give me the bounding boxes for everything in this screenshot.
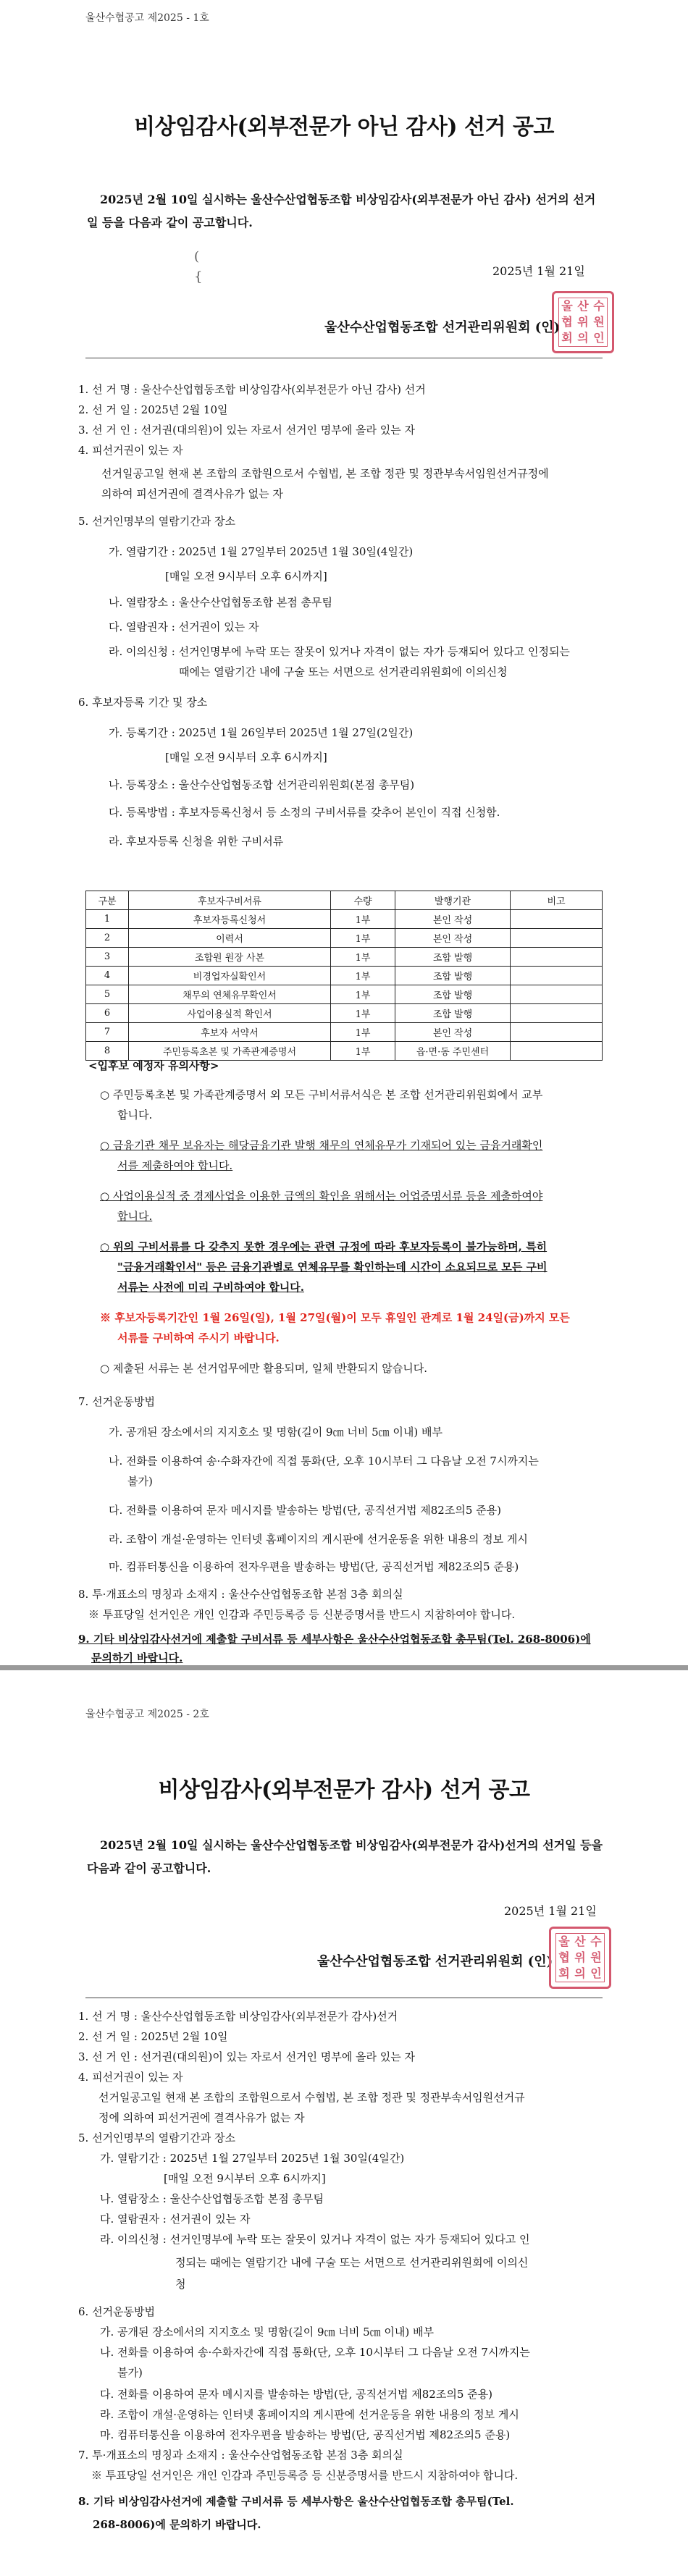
item-voter-list: 5. 선거인명부의 열람기간과 장소 xyxy=(78,515,235,528)
item-text: 다. 열람권자 : 선거권이 있는 자 xyxy=(100,2213,251,2226)
warning-text: ※ 후보자등록기간인 1월 26일(일), 1월 27일(월)이 모두 휴일인 관계로 1월 24일(금)까지 모든 xyxy=(100,1311,570,1324)
intro-text: 2025년 2월 10일 실시하는 울산수산업협동조합 비상임감사(외부전문가 감사)선거의 선거일 등을 다음과 같이 공고합니다. xyxy=(87,1838,603,1875)
item-text: ※ 투표당일 선거인은 개인 인감과 주민등록증 등 신분증명서를 반드시 지참하여야 합니다. xyxy=(88,1608,516,1621)
notice-number: 울산수협공고 제2025 - 2호 xyxy=(85,1709,209,1720)
table-cell: 1부 xyxy=(331,1042,395,1061)
table-cell: 주민등록초본 및 가족관계증명서 xyxy=(129,1042,331,1061)
issuer-org: 울산수산업협동조합 선거관리위원회 (인) xyxy=(324,320,561,335)
table-cell: 읍·면·동 주민센터 xyxy=(395,1042,511,1061)
table-cell: 후보자등록신청서 xyxy=(129,910,331,929)
documents-table xyxy=(85,891,603,1061)
item-text: 정되는 때에는 열람기간 내에 구술 또는 서면으로 선거관리위원회에 이의신 xyxy=(175,2256,529,2269)
table-cell: 1부 xyxy=(331,948,395,967)
table-row xyxy=(86,1004,603,1023)
item-text: 나. 등록장소 : 울산수산업협동조합 선거관리위원회(본점 총무팀) xyxy=(109,778,415,791)
intro-text: 2025년 2월 10일 실시하는 울산수산업협동조합 비상임감사(외부전문가 아닌 감사) 선거의 선거일 등을 다음과 같이 공고합니다. xyxy=(87,193,596,230)
table-row xyxy=(86,1023,603,1042)
warning-text: 서류를 구비하여 주시기 바랍니다. xyxy=(117,1331,280,1344)
note-text: ○ 제출된 서류는 본 선거업무에만 활용되며, 일체 반환되지 않습니다. xyxy=(100,1362,428,1375)
item-text: 선거일공고일 현재 본 조합의 조합원으로서 수협법, 본 조합 정관 및 정관부속서임원선거규정에 xyxy=(101,467,549,480)
table-row xyxy=(86,948,603,967)
notice-date: 2025년 1월 21일 xyxy=(504,1904,597,1918)
margin-mark-icon: { xyxy=(194,269,203,285)
item-campaign: 7. 선거운동방법 xyxy=(78,1395,156,1408)
notes-heading: <입후보 예정자 유의사항> xyxy=(88,1059,219,1072)
table-cell: 조합원 원장 사본 xyxy=(129,948,331,967)
item-polling: 8. 투·개표소의 명칭과 소재지 : 울산수산업협동조합 본점 3층 회의실 xyxy=(78,1588,403,1601)
item-text: 불가) xyxy=(127,1475,153,1488)
table-cell xyxy=(511,985,603,1004)
item-text: 나. 열람장소 : 울산수산업협동조합 본점 총무팀 xyxy=(109,596,332,609)
issuer-org: 울산수산업협동조합 선거관리위원회 (인) xyxy=(317,1954,553,1969)
table-cell: 4 xyxy=(86,967,129,985)
item-text: 나. 전화를 이용하여 송·수화자간에 직접 통화(단, 오후 10시부터 그 다음날 오전 7시까지는 xyxy=(100,2346,530,2359)
table-cell: 본인 작성 xyxy=(395,1023,511,1042)
item-campaign: 6. 선거운동방법 xyxy=(78,2305,156,2318)
table-cell: 1부 xyxy=(331,967,395,985)
table-header: 후보자구비서류 xyxy=(129,891,331,910)
item-text: 마. 컴퓨터통신을 이용하여 전자우편을 발송하는 방법(단, 공직선거법 제82조의5 준용) xyxy=(109,1560,519,1573)
item-text: 정에 의하여 피선거권에 결격사유가 없는 자 xyxy=(98,2111,305,2124)
note-text: ○ 금융기관 채무 보유자는 해당금융기관 발행 채무의 연체유무가 기재되어 있는 금융거래확인 xyxy=(100,1139,543,1152)
item-text: 라. 이의신청 : 선거인명부에 누락 또는 잘못이 있거나 자격이 없는 자가 등재되어 있다고 인 xyxy=(100,2233,530,2246)
item-contact: 8. 기타 비상임감사선거에 제출할 구비서류 등 세부사항은 울산수산업협동조합 총무팀(Tel. xyxy=(78,2495,514,2508)
table-cell: 조합 발행 xyxy=(395,948,511,967)
item-election-date: 2. 선 거 일 : 2025년 2월 10일 xyxy=(78,403,228,416)
item-election-name: 1. 선 거 명 : 울산수산업협동조합 비상임감사(외부전문가 감사)선거 xyxy=(78,2010,398,2023)
item-election-name: 1. 선 거 명 : 울산수산업협동조합 비상임감사(외부전문가 아닌 감사) 선거 xyxy=(78,383,426,396)
table-cell xyxy=(511,1042,603,1061)
note-text: 서류는 사전에 미리 구비하여야 합니다. xyxy=(117,1281,304,1294)
item-text: [매일 오전 9시부터 오후 6시까지] xyxy=(164,2172,326,2185)
item-voter-list: 5. 선거인명부의 열람기간과 장소 xyxy=(78,2131,235,2144)
item-text: 다. 열람권자 : 선거권이 있는 자 xyxy=(109,620,259,634)
item-text: 불가) xyxy=(117,2366,143,2379)
official-seal-icon: 울 산 수 협 위 원 회 의 인 xyxy=(552,291,614,353)
item-text: 268-8006)에 문의하기 바랍니다. xyxy=(93,2518,261,2531)
item-text: 문의하기 바랍니다. xyxy=(91,1651,183,1664)
table-cell: 이력서 xyxy=(129,929,331,948)
item-text: 마. 컴퓨터통신을 이용하여 전자우편을 발송하는 방법(단, 공직선거법 제82조의5 준용) xyxy=(100,2428,511,2441)
item-text: 라. 조합이 개설·운영하는 인터넷 홈페이지의 게시판에 선거운동을 위한 내용의 정보 게시 xyxy=(109,1533,528,1546)
table-cell xyxy=(511,948,603,967)
table-cell: 채무의 연체유무확인서 xyxy=(129,985,331,1004)
item-text: [매일 오전 9시부터 오후 6시까지] xyxy=(165,751,327,764)
item-text: ※ 투표당일 선거인은 개인 인감과 주민등록증 등 신분증명서를 반드시 지참하여야 합니다. xyxy=(91,2469,519,2482)
table-cell: 1부 xyxy=(331,910,395,929)
table-cell: 1부 xyxy=(331,929,395,948)
table-cell: 사업이용실적 확인서 xyxy=(129,1004,331,1023)
table-cell: 1부 xyxy=(331,985,395,1004)
note-text: 합니다. xyxy=(117,1108,153,1121)
table-cell xyxy=(511,910,603,929)
page-title: 비상임감사(외부전문가 아닌 감사) 선거 공고 xyxy=(134,114,554,140)
item-text: 가. 공개된 장소에서의 지지호소 및 명함(길이 9㎝ 너비 5㎝ 이내) 배부 xyxy=(100,2325,435,2339)
item-text: 청 xyxy=(175,2278,186,2291)
table-header: 구분 xyxy=(86,891,129,910)
table-cell xyxy=(511,1004,603,1023)
table-cell: 6 xyxy=(86,1004,129,1023)
table-row xyxy=(86,1042,603,1061)
note-text: ○ 주민등록초본 및 가족관계증명서 외 모든 구비서류서식은 본 조합 선거관리위원회에서 교부 xyxy=(100,1088,543,1101)
page-title: 비상임감사(외부전문가 감사) 선거 공고 xyxy=(158,1777,530,1803)
item-voters: 3. 선 거 인 : 선거권(대의원)이 있는 자로서 선거인 명부에 올라 있는 자 xyxy=(78,424,416,437)
notice-number: 울산수협공고 제2025 - 1호 xyxy=(85,12,209,24)
notice-page-2 xyxy=(0,1670,688,2576)
item-text: [매일 오전 9시부터 오후 6시까지] xyxy=(165,570,327,583)
item-text: 가. 등록기간 : 2025년 1월 26일부터 2025년 1월 27일(2일간) xyxy=(109,726,414,739)
item-eligibility: 4. 피선거권이 있는 자 xyxy=(78,444,183,457)
table-cell: 1 xyxy=(86,910,129,929)
item-text: 라. 후보자등록 신청을 위한 구비서류 xyxy=(109,835,284,848)
table-cell: 조합 발행 xyxy=(395,967,511,985)
table-cell xyxy=(511,929,603,948)
item-text: 선거일공고일 현재 본 조합의 조합원으로서 수협법, 본 조합 정관 및 정관부속서임원선거규 xyxy=(98,2091,525,2104)
note-text: "금융거래확인서" 등은 금융기관별로 연체유무를 확인하는데 시간이 소요되므로 모든 구비 xyxy=(117,1260,548,1274)
table-cell: 1부 xyxy=(331,1004,395,1023)
item-polling: 7. 투·개표소의 명칭과 소재지 : 울산수산업협동조합 본점 3층 회의실 xyxy=(78,2449,403,2462)
item-text: 때에는 열람기간 내에 구술 또는 서면으로 선거관리위원회에 이의신청 xyxy=(179,665,508,678)
table-cell: 비경업자실확인서 xyxy=(129,967,331,985)
margin-mark-icon: ( xyxy=(194,249,200,264)
table-cell: 본인 작성 xyxy=(395,929,511,948)
table-cell: 8 xyxy=(86,1042,129,1061)
table-cell xyxy=(511,967,603,985)
item-text: 가. 열람기간 : 2025년 1월 27일부터 2025년 1월 30일(4일간) xyxy=(100,2152,405,2165)
item-registration: 6. 후보자등록 기간 및 장소 xyxy=(78,696,208,709)
note-text: 서를 제출하여야 합니다. xyxy=(117,1159,233,1172)
table-header: 발행기관 xyxy=(395,891,511,910)
table-cell: 후보자 서약서 xyxy=(129,1023,331,1042)
item-text: 다. 전화를 이용하여 문자 메시지를 발송하는 방법(단, 공직선거법 제82조의5 준용) xyxy=(100,2388,492,2401)
table-cell: 2 xyxy=(86,929,129,948)
item-text: 라. 이의신청 : 선거인명부에 누락 또는 잘못이 있거나 자격이 없는 자가 등재되어 있다고 인정되는 xyxy=(109,645,570,658)
official-seal-icon: 울 산 수 협 위 원 회 의 인 xyxy=(549,1927,611,1989)
table-cell: 1부 xyxy=(331,1023,395,1042)
table-cell: 본인 작성 xyxy=(395,910,511,929)
table-row xyxy=(86,967,603,985)
item-text: 가. 열람기간 : 2025년 1월 27일부터 2025년 1월 30일(4일간) xyxy=(109,545,414,558)
note-text: ○ 사업이용실적 중 경제사업을 이용한 금액의 확인을 위해서는 어업증명서류 등을 제출하여야 xyxy=(100,1190,543,1203)
table-cell: 7 xyxy=(86,1023,129,1042)
item-contact: 9. 기타 비상임감사선거에 제출할 구비서류 등 세부사항은 울산수산업협동조합 총무팀(Tel. 268-8006)에 xyxy=(78,1633,591,1646)
item-text: 나. 열람장소 : 울산수산업협동조합 본점 총무팀 xyxy=(100,2192,324,2205)
item-text: 라. 조합이 개설·운영하는 인터넷 홈페이지의 게시판에 선거운동을 위한 내용의 정보 게시 xyxy=(100,2408,519,2421)
item-text: 의하여 피선거권에 결격사유가 없는 자 xyxy=(101,487,283,500)
note-text: ○ 위의 구비서류를 다 갖추지 못한 경우에는 관련 규정에 따라 후보자등록이 불가능하며, 특히 xyxy=(100,1240,548,1253)
item-text: 나. 전화를 이용하여 송·수화자간에 직접 통화(단, 오후 10시부터 그 다음날 오전 7시까지는 xyxy=(109,1455,539,1468)
table-cell xyxy=(511,1023,603,1042)
item-text: 가. 공개된 장소에서의 지지호소 및 명함(길이 9㎝ 너비 5㎝ 이내) 배부 xyxy=(109,1426,443,1439)
item-eligibility: 4. 피선거권이 있는 자 xyxy=(78,2071,183,2084)
table-cell: 5 xyxy=(86,985,129,1004)
table-header: 비고 xyxy=(511,891,603,910)
item-voters: 3. 선 거 인 : 선거권(대의원)이 있는 자로서 선거인 명부에 올라 있는 자 xyxy=(78,2050,416,2063)
table-cell: 3 xyxy=(86,948,129,967)
item-text: 다. 전화를 이용하여 문자 메시지를 발송하는 방법(단, 공직선거법 제82조의5 준용) xyxy=(109,1504,501,1517)
table-cell: 조합 발행 xyxy=(395,985,511,1004)
notice-date: 2025년 1월 21일 xyxy=(492,264,585,278)
table-header: 수량 xyxy=(331,891,395,910)
table-row xyxy=(86,910,603,929)
table-row xyxy=(86,929,603,948)
table-cell: 조합 발행 xyxy=(395,1004,511,1023)
item-text: 다. 등록방법 : 후보자등록신청서 등 소정의 구비서류를 갖추어 본인이 직접 신청함. xyxy=(109,806,500,819)
note-text: 합니다. xyxy=(117,1210,153,1223)
item-election-date: 2. 선 거 일 : 2025년 2월 10일 xyxy=(78,2030,228,2043)
table-row xyxy=(86,985,603,1004)
